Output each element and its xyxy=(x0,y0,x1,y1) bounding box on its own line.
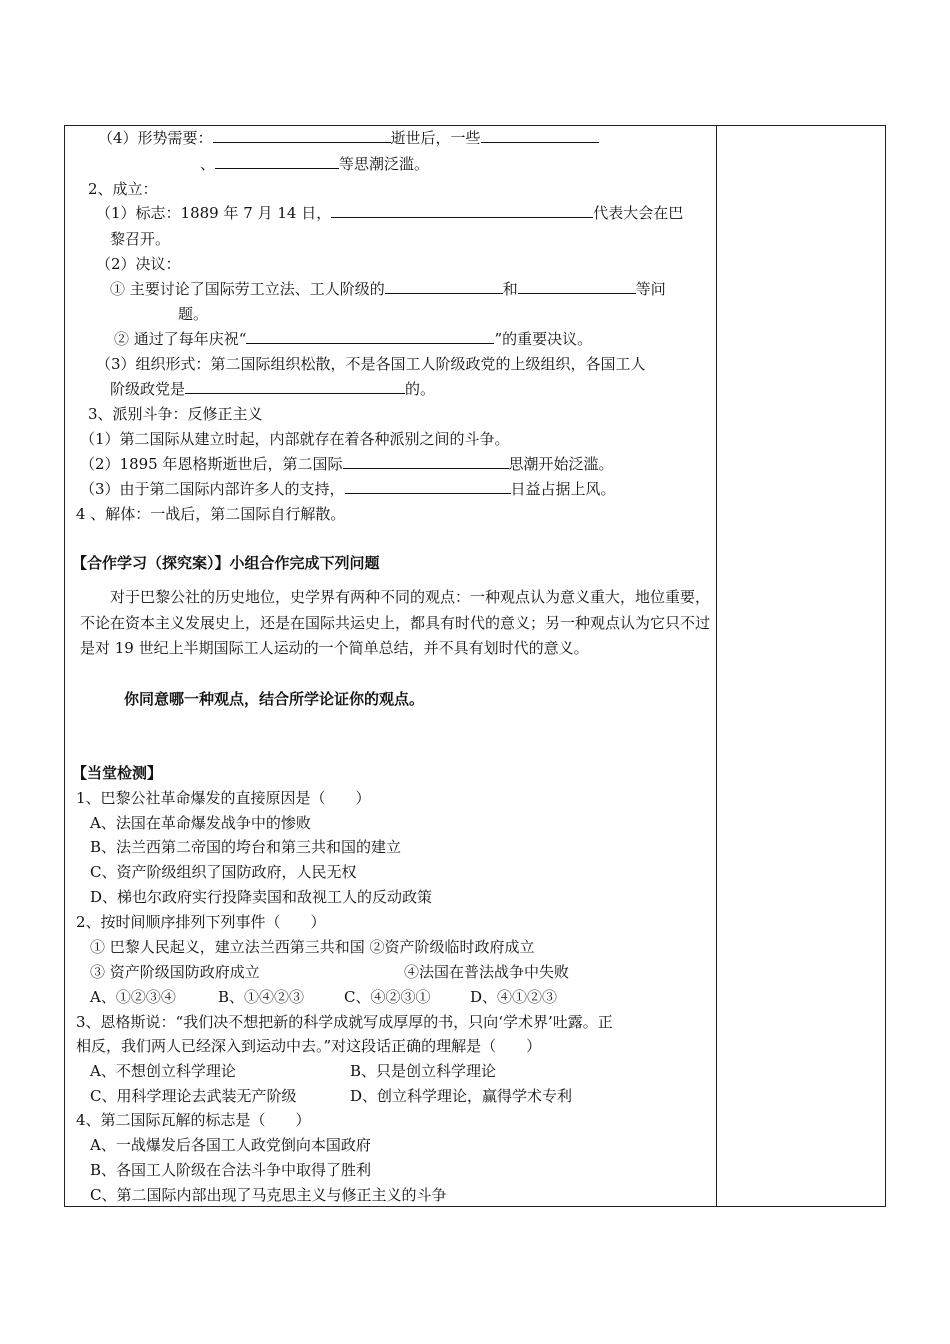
line-factions-3 xyxy=(80,479,616,499)
question-2-statement-4: ④法国在普法战争中失败 xyxy=(404,963,570,981)
line-factions: 3、派别斗争：反修正主义 xyxy=(88,405,263,423)
question-2-option-d: D、④①②③ xyxy=(470,988,558,1006)
question-4-option-a: A、一战爆发后各国工人政党倒向本国政府 xyxy=(90,1136,371,1154)
text: 等问 xyxy=(635,280,666,298)
question-4-option-b: B、各国工人阶级在合法斗争中取得了胜利 xyxy=(90,1161,372,1179)
text: 逝世后，一些 xyxy=(390,129,481,147)
blank xyxy=(185,379,405,394)
question-2-statement-3: ③ 资产阶级国防政府成立 xyxy=(90,963,260,981)
blank xyxy=(345,479,511,494)
question-2-statements-1: ① 巴黎人民起义，建立法兰西第三共和国 ②资产阶级临时政府成立 xyxy=(90,938,535,956)
text: 日益占据上风。 xyxy=(510,480,616,498)
question-1-option-b: B、法兰西第二帝国的垮台和第三共和国的建立 xyxy=(90,838,402,856)
text: 等思潮泛滥。 xyxy=(339,155,430,173)
line-mark xyxy=(96,203,683,223)
line-resolution: （2）决议： xyxy=(96,255,181,273)
question-1-option-c: C、资产阶级组织了国防政府，人民无权 xyxy=(90,863,357,881)
question-1-option-a: A、法国在革命爆发战争中的惨败 xyxy=(90,814,311,832)
text: （2）1895 年恩格斯逝世后，第二国际 xyxy=(80,455,343,473)
blank xyxy=(481,128,599,143)
table-column-divider xyxy=(716,125,717,1207)
question-1-option-d: D、梯也尔政府实行投降卖国和敌视工人的反动政策 xyxy=(90,888,433,906)
line-resolution-2 xyxy=(114,329,592,349)
line-founding: 2、成立： xyxy=(88,180,158,198)
line-mark-cont: 黎召开。 xyxy=(110,230,171,248)
text: ”的重要决议。 xyxy=(494,330,593,348)
line-dissolution: 4 、解体：一战后，第二国际自行解散。 xyxy=(76,505,346,523)
line-situation xyxy=(98,128,599,148)
question-2-option-b: B、①④②③ xyxy=(218,988,305,1006)
question-3-option-d: D、创立科学理论，赢得学术专利 xyxy=(350,1087,573,1105)
blank xyxy=(246,329,494,344)
question-3-line-2: 相反，我们两人已经深入到运动中去。”对这段话正确的理解是（ ） xyxy=(76,1037,542,1055)
line-organization: （3）组织形式：第二国际组织松散，不是各国工人阶级政党的上级组织，各国工人 xyxy=(96,355,646,373)
text: 代表大会在巴 xyxy=(593,204,684,222)
question-3-option-b: B、只是创立科学理论 xyxy=(350,1062,497,1080)
text: 和 xyxy=(502,280,518,298)
blank xyxy=(343,454,509,469)
question-4-option-c: C、第二国际内部出现了马克思主义与修正主义的斗争 xyxy=(90,1186,447,1204)
blank xyxy=(518,279,636,294)
line-factions-1: （1）第二国际从建立时起，内部就存在着各种派别之间的斗争。 xyxy=(80,430,510,448)
blank xyxy=(331,203,593,218)
blank xyxy=(385,279,503,294)
text: ② 通过了每年庆祝“ xyxy=(114,330,247,348)
text: 阶级政党是 xyxy=(110,380,186,398)
text: （1）标志：1889 年 7 月 14 日， xyxy=(96,204,332,222)
line-ideologies xyxy=(200,154,429,174)
text: （4）形势需要： xyxy=(98,129,213,147)
coop-question: 你同意哪一种观点，结合所学论证你的观点。 xyxy=(124,690,425,708)
line-resolution-1 xyxy=(110,279,666,299)
question-2-option-c: C、④②③① xyxy=(344,988,431,1006)
text: 的。 xyxy=(405,380,436,398)
coop-heading: 【合作学习（探究案）】小组合作完成下列问题 xyxy=(72,554,380,572)
question-3-option-c: C、用科学理论去武装无产阶级 xyxy=(90,1087,297,1105)
text: 思潮开始泛滥。 xyxy=(508,455,614,473)
blank xyxy=(215,154,339,169)
question-2-option-a: A、①②③④ xyxy=(90,988,176,1006)
question-3-line-1: 3、恩格斯说：“我们决不想把新的科学成就写成厚厚的书，只向‘学术界’吐露。正 xyxy=(76,1013,613,1031)
blank xyxy=(213,128,391,143)
question-1: 1、巴黎公社革命爆发的直接原因是（ ） xyxy=(76,789,371,807)
text: 、 xyxy=(200,155,216,173)
line-resolution-1-cont: 题。 xyxy=(178,305,209,323)
question-4: 4、第二国际瓦解的标志是（ ） xyxy=(76,1111,311,1129)
question-3-option-a: A、不想创立科学理论 xyxy=(90,1062,236,1080)
line-factions-2 xyxy=(80,454,614,474)
coop-paragraph: 对于巴黎公社的历史地位，史学界有两种不同的观点：一种观点认为意义重大，地位重要，不论在资本主义发展史上，还是在国际共运史上，都具有时代的意义；另一种观点认为它只不过是对 19 世纪上半期国际工人运动的一个简单总结，并不具有划时代的意义。 xyxy=(80,588,711,657)
text: ① 主要讨论了国际劳工立法、工人阶级的 xyxy=(110,280,385,298)
line-organization-cont xyxy=(110,379,435,399)
test-heading: 【当堂检测】 xyxy=(72,764,163,782)
question-2: 2、按时间顺序排列下列事件（ ） xyxy=(76,913,326,931)
text: （3）由于第二国际内部许多人的支持， xyxy=(80,480,345,498)
